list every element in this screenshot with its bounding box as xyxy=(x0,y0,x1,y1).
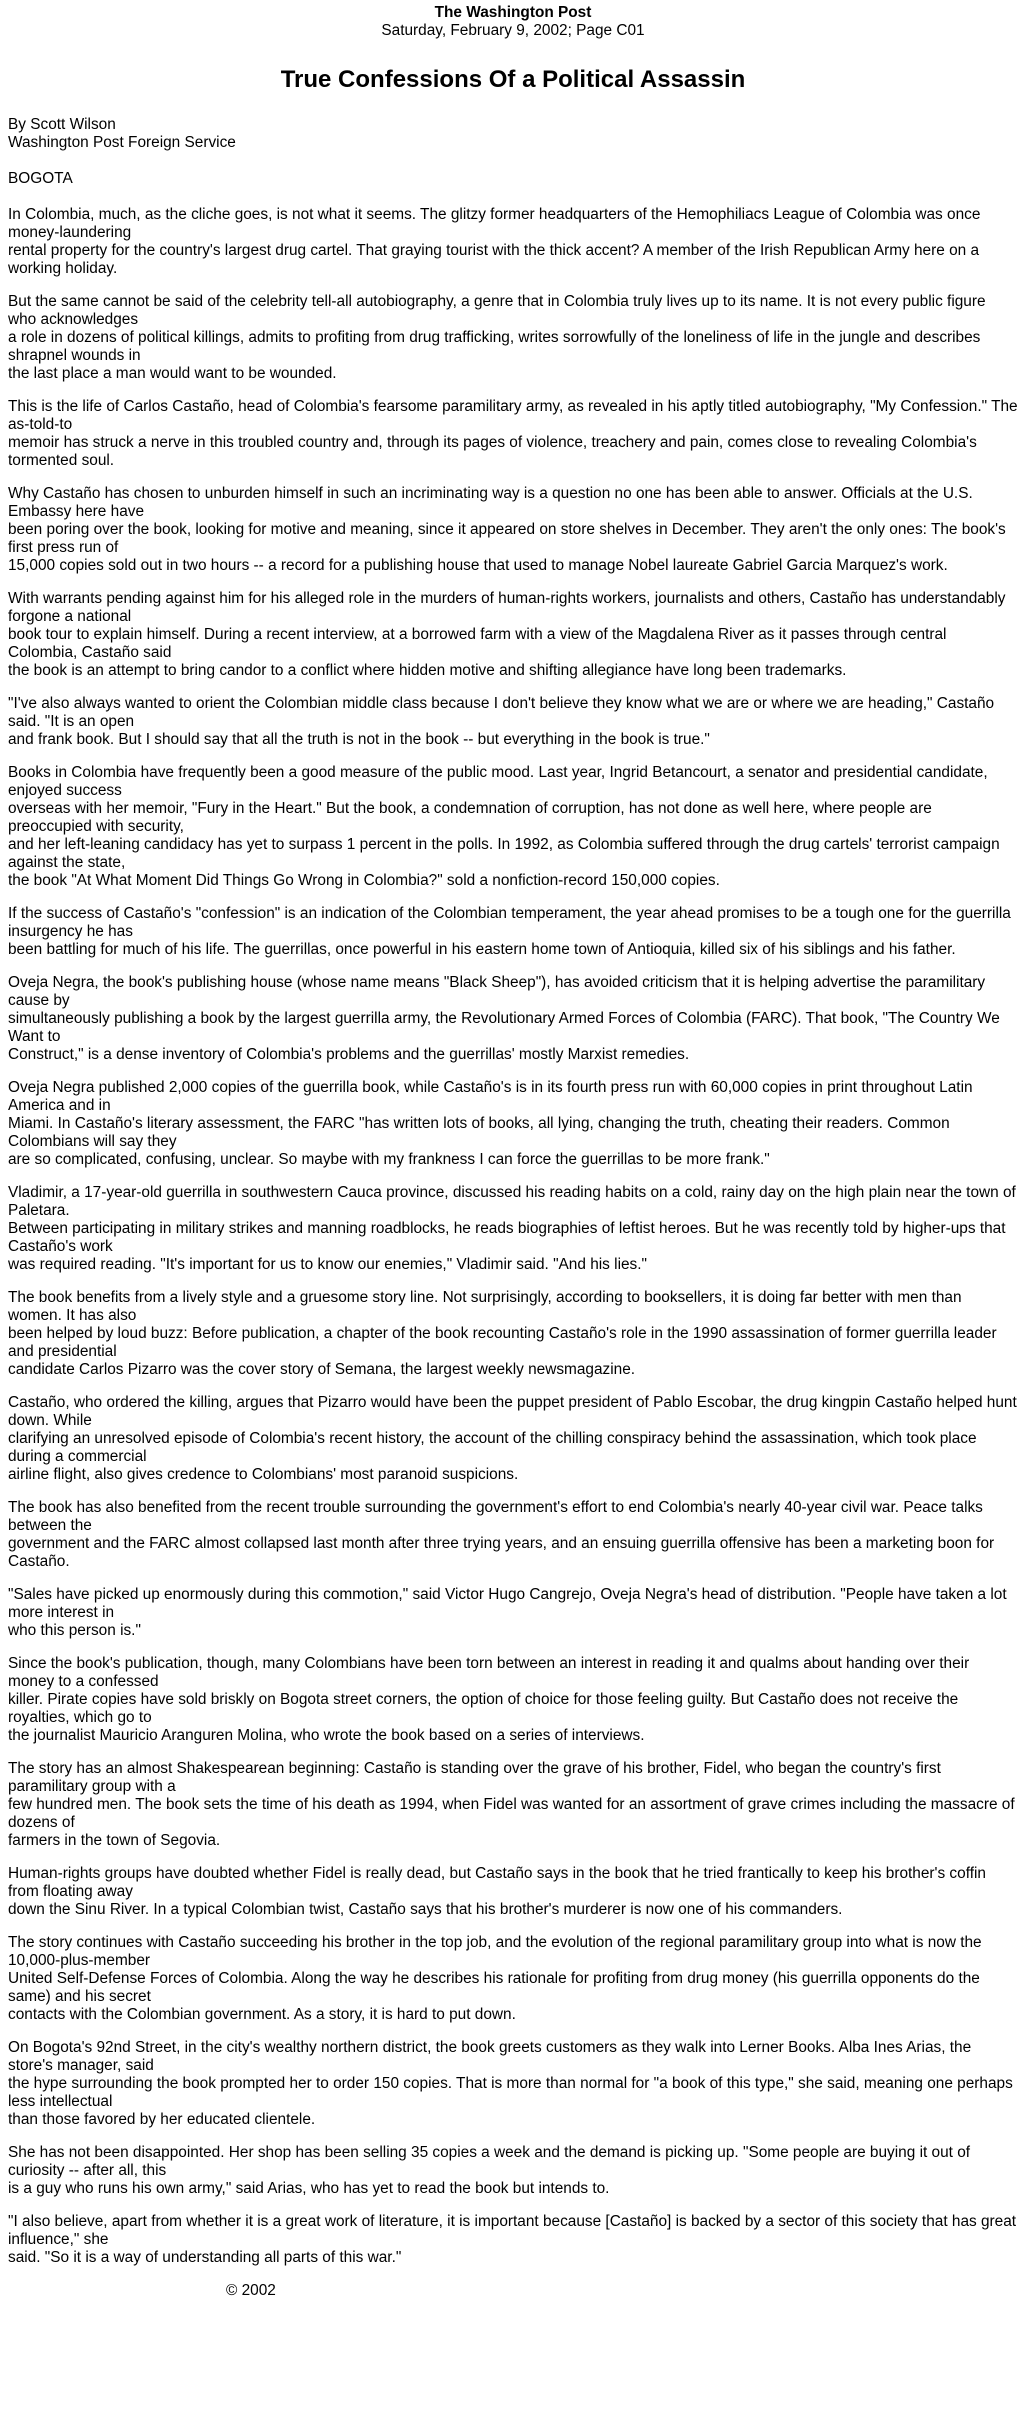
paragraph-line: The book benefits from a lively style and a gruesome story line. Not surprisingly, according to booksellers, it is doing far better with men than women. It has also xyxy=(8,1289,962,1324)
paragraph-line: the last place a man would want to be wounded. xyxy=(8,365,337,382)
paragraph-line: simultaneously publishing a book by the largest guerrilla army, the Revolutionary Armed Forces of Colombia (FARC). That book, "The Country We Want to xyxy=(8,1010,1000,1045)
paragraph-line: Miami. In Castaño's literary assessment, the FARC "has written lots of books, all lying, changing the truth, cheating their readers. Common Colombians will say they xyxy=(8,1115,950,1150)
dateline: Saturday, February 9, 2002; Page C01 xyxy=(381,22,645,39)
paragraph-line: United Self-Defense Forces of Colombia. Along the way he describes his rationale for profiting from drug money (his guerrilla opponents do the same) and his secret xyxy=(8,1970,980,2005)
paragraph-line: and her left-leaning candidacy has yet to surpass 1 percent in the polls. In 1992, as Colombia suffered through the drug cartels' terrorist campaign against the state, xyxy=(8,836,1000,871)
article-paragraph xyxy=(8,1865,1018,1919)
paragraph-line: down the Sinu River. In a typical Colombian twist, Castaño says that his brother's murderer is now one of his commanders. xyxy=(8,1901,843,1918)
paragraph-line: clarifying an unresolved episode of Colombia's recent history, the account of the chilling conspiracy behind the assassination, which took place during a commercial xyxy=(8,1430,977,1465)
paragraph-line: than those favored by her educated clientele. xyxy=(8,2111,316,2128)
article-paragraph xyxy=(8,590,1018,680)
paragraph-line: Oveja Negra published 2,000 copies of the guerrilla book, while Castaño's is in its fourth press run with 60,000 copies in print throughout Latin America and in xyxy=(8,1079,973,1114)
paragraph-line: rental property for the country's largest drug cartel. That graying tourist with the thick accent? A member of the Irish Republican Army here on a working holiday. xyxy=(8,242,980,277)
paragraph-line: book tour to explain himself. During a recent interview, at a borrowed farm with a view of the Magdalena River as it passes through central Colombia, Castaño said xyxy=(8,626,947,661)
paragraph-line: Since the book's publication, though, many Colombians have been torn between an interest in reading it and qualms about handing over their money to a confessed xyxy=(8,1655,970,1690)
paragraph-line: She has not been disappointed. Her shop has been selling 35 copies a week and the demand is picking up. "Some people are buying it out of curiosity -- after all, this xyxy=(8,2144,971,2179)
paragraph-line: few hundred men. The book sets the time of his death as 1994, when Fidel was wanted for an assortment of grave crimes including the massacre of dozens of xyxy=(8,1796,1015,1831)
paragraph-line: a role in dozens of political killings, admits to profiting from drug trafficking, writes sorrowfully of the loneliness of life in the jungle and describes shrapnel wounds in xyxy=(8,329,981,364)
paragraph-line: But the same cannot be said of the celebrity tell-all autobiography, a genre that in Colombia truly lives up to its name. It is not every public figure who acknowledges xyxy=(8,293,986,328)
article-paragraph xyxy=(8,1760,1018,1850)
article-paragraph xyxy=(8,1934,1018,2024)
location: BOGOTA xyxy=(8,170,73,187)
paragraph-line: are so complicated, confusing, unclear. So maybe with my frankness I can force the guerrillas to be more frank." xyxy=(8,1151,770,1168)
article-body xyxy=(8,206,1018,2267)
paragraph-line: This is the life of Carlos Castaño, head of Colombia's fearsome paramilitary army, as revealed in his aptly titled autobiography, "My Confession." The as-told-to xyxy=(8,398,1018,433)
paragraph-line: "I've also always wanted to orient the Colombian middle class because I don't believe they know what we are or where we are heading," Castaño said. "It is an open xyxy=(8,695,995,730)
paragraph-line: memoir has struck a nerve in this troubled country and, through its pages of violence, treachery and pain, comes close to revealing Colombia's tormented soul. xyxy=(8,434,977,469)
article-paragraph xyxy=(8,485,1018,575)
article-paragraph xyxy=(8,974,1018,1064)
paragraph-line: Books in Colombia have frequently been a good measure of the public mood. Last year, Ingrid Betancourt, a senator and presidential candidate, enjoyed success xyxy=(8,764,988,799)
publication-name: The Washington Post xyxy=(434,4,592,21)
paragraph-line: overseas with her memoir, "Fury in the Heart." But the book, a condemnation of corruption, has not done as well here, where people are preoccupied with security, xyxy=(8,800,932,835)
paragraph-line: If the success of Castaño's "confession" is an indication of the Colombian temperament, the year ahead promises to be a tough one for the guerrilla insurgency he has xyxy=(8,905,1011,940)
paragraph-line: was required reading. "It's important for us to know our enemies," Vladimir said. "And his lies." xyxy=(8,1256,647,1273)
article-paragraph xyxy=(8,206,1018,278)
paragraph-line: the book is an attempt to bring candor to a conflict where hidden motive and shifting allegiance have long been trademarks. xyxy=(8,662,847,679)
article-paragraph xyxy=(8,1184,1018,1274)
paragraph-line: killer. Pirate copies have sold briskly on Bogota street corners, the option of choice for those feeling guilty. But Castaño does not receive the royalties, which go to xyxy=(8,1691,959,1726)
article-paragraph xyxy=(8,905,1018,959)
paragraph-line: the book "At What Moment Did Things Go Wrong in Colombia?" sold a nonfiction-record 150,000 copies. xyxy=(8,872,720,889)
paragraph-line: Vladimir, a 17-year-old guerrilla in southwestern Cauca province, discussed his reading habits on a cold, rainy day on the high plain near the town of Paletara. xyxy=(8,1184,1016,1219)
article-paragraph xyxy=(8,1394,1018,1484)
paragraph-line: With warrants pending against him for his alleged role in the murders of human-rights workers, journalists and others, Castaño has understandably forgone a national xyxy=(8,590,1006,625)
paragraph-line: and frank book. But I should say that all the truth is not in the book -- but everything in the book is true." xyxy=(8,731,710,748)
paragraph-line: Why Castaño has chosen to unburden himself in such an incriminating way is a question no one has been able to answer. Officials at the U.S. Embassy here have xyxy=(8,485,973,520)
paragraph-line: The story continues with Castaño succeeding his brother in the top job, and the evolution of the regional paramilitary group into what is now the 10,000-plus-member xyxy=(8,1934,982,1969)
article-paragraph xyxy=(8,293,1018,383)
paragraph-line: is a guy who runs his own army," said Arias, who has yet to read the book but intends to. xyxy=(8,2180,610,2197)
article-paragraph xyxy=(8,2213,1018,2267)
paragraph-line: The story has an almost Shakespearean beginning: Castaño is standing over the grave of his brother, Fidel, who began the country's first paramilitary group with a xyxy=(8,1760,941,1795)
news-service: Washington Post Foreign Service xyxy=(8,134,236,151)
paragraph-line: the journalist Mauricio Aranguren Molina, who wrote the book based on a series of interviews. xyxy=(8,1727,645,1744)
copyright: © 2002 xyxy=(226,2282,276,2299)
article-paragraph xyxy=(8,2039,1018,2129)
article-paragraph xyxy=(8,1289,1018,1379)
article-paragraph xyxy=(8,764,1018,890)
paragraph-line: On Bogota's 92nd Street, in the city's wealthy northern district, the book greets customers as they walk into Lerner Books. Alba Ines Arias, the store's manager, said xyxy=(8,2039,972,2074)
paragraph-line: "I also believe, apart from whether it is a great work of literature, it is important because [Castaño] is backed by a sector of this society that has great influence," she xyxy=(8,2213,1017,2248)
paragraph-line: "Sales have picked up enormously during this commotion," said Victor Hugo Cangrejo, Oveja Negra's head of distribution. "People have taken a lot more interest in xyxy=(8,1586,1007,1621)
article-paragraph xyxy=(8,1079,1018,1169)
paragraph-line: In Colombia, much, as the cliche goes, is not what it seems. The glitzy former headquarters of the Hemophiliacs League of Colombia was once money-laundering xyxy=(8,206,981,241)
article-paragraph xyxy=(8,2144,1018,2198)
paragraph-line: airline flight, also gives credence to Colombians' most paranoid suspicions. xyxy=(8,1466,519,1483)
paragraph-line: farmers in the town of Segovia. xyxy=(8,1832,221,1849)
paragraph-line: government and the FARC almost collapsed last month after three trying years, and an ensuing guerrilla offensive has been a marketing boon for Castaño. xyxy=(8,1535,995,1570)
paragraph-line: contacts with the Colombian government. As a story, it is hard to put down. xyxy=(8,2006,516,2023)
headline: True Confessions Of a Political Assassin xyxy=(280,66,746,93)
paragraph-line: The book has also benefited from the recent trouble surrounding the government's effort to end Colombia's nearly 40-year civil war. Peace talks between the xyxy=(8,1499,983,1534)
paragraph-line: Oveja Negra, the book's publishing house (whose name means "Black Sheep"), has avoided criticism that it is helping advertise the paramilitary cause by xyxy=(8,974,986,1009)
paragraph-line: been helped by loud buzz: Before publication, a chapter of the book recounting Castaño's role in the 1990 assassination of former guerrilla leader and presidential xyxy=(8,1325,997,1360)
article-paragraph xyxy=(8,398,1018,470)
byline: By Scott Wilson xyxy=(8,116,116,133)
paragraph-line: Castaño, who ordered the killing, argues that Pizarro would have been the puppet president of Pablo Escobar, the drug kingpin Castaño helped hunt down. While xyxy=(8,1394,1017,1429)
paragraph-line: been poring over the book, looking for motive and meaning, since it appeared on store shelves in December. They aren't the only ones: The book's first press run of xyxy=(8,521,1006,556)
paragraph-line: who this person is." xyxy=(8,1622,141,1639)
paragraph-line: Human-rights groups have doubted whether Fidel is really dead, but Castaño says in the book that he tried frantically to keep his brother's coffin from floating away xyxy=(8,1865,986,1900)
article-paragraph xyxy=(8,1655,1018,1745)
article-paragraph xyxy=(8,1586,1018,1640)
paragraph-line: 15,000 copies sold out in two hours -- a record for a publishing house that used to manage Nobel laureate Gabriel Garcia Marquez's work. xyxy=(8,557,948,574)
paragraph-line: candidate Carlos Pizarro was the cover story of Semana, the largest weekly newsmagazine. xyxy=(8,1361,636,1378)
paragraph-line: said. "So it is a way of understanding all parts of this war." xyxy=(8,2249,402,2266)
paragraph-line: been battling for much of his life. The guerrillas, once powerful in his eastern home town of Antioquia, killed six of his siblings and his father. xyxy=(8,941,956,958)
paragraph-line: the hype surrounding the book prompted her to order 150 copies. That is more than normal for "a book of this type," she said, meaning one perhaps less intellectual xyxy=(8,2075,1013,2110)
paragraph-line: Construct," is a dense inventory of Colombia's problems and the guerrillas' mostly Marxist remedies. xyxy=(8,1046,690,1063)
article-paragraph xyxy=(8,695,1018,749)
article-paragraph xyxy=(8,1499,1018,1571)
paragraph-line: Between participating in military strikes and manning roadblocks, he reads biographies of leftist heroes. But he was recently told by higher-ups that Castaño's work xyxy=(8,1220,1006,1255)
